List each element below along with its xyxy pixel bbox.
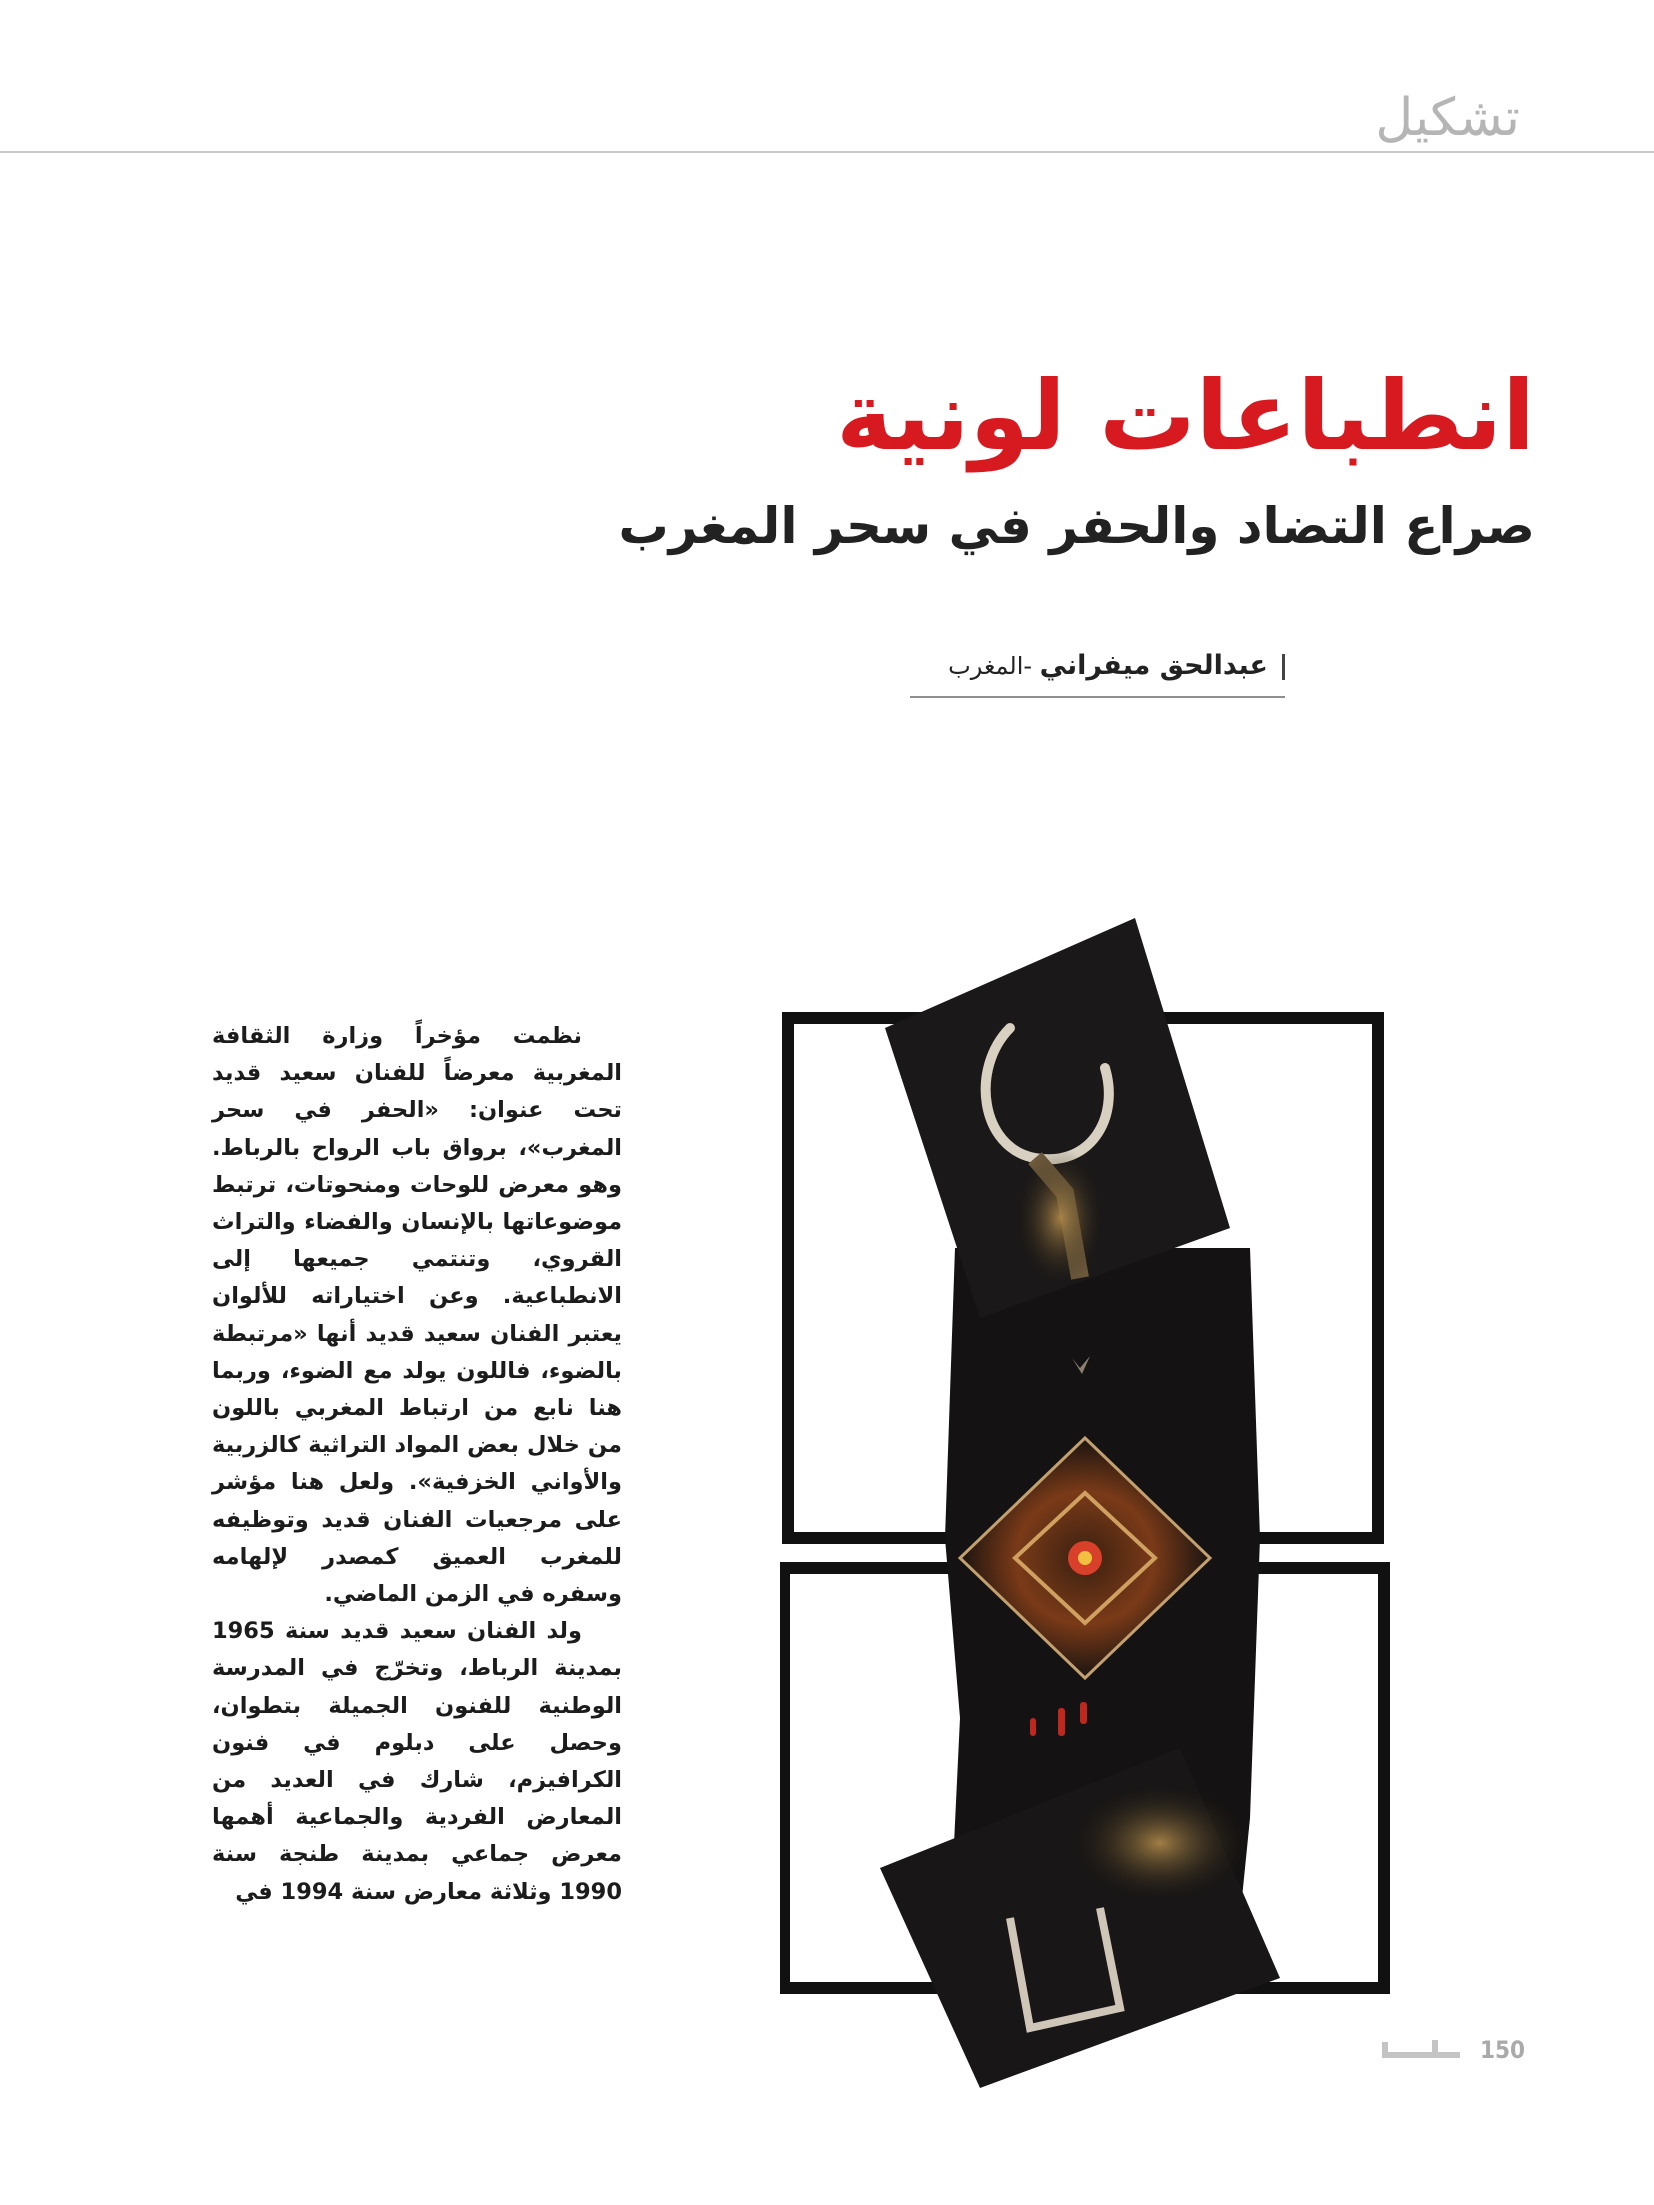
magazine-logo — [1382, 2052, 1460, 2058]
author-origin: -المغرب — [948, 652, 1040, 680]
article-body — [212, 1018, 622, 1911]
article-subtitle: صراع التضاد والحفر في سحر المغرب — [618, 496, 1535, 555]
byline-bar — [1282, 654, 1285, 680]
artwork-image — [780, 918, 1400, 2088]
paragraph: ولد الفنان سعيد قديد سنة 1965 بمدينة الرباط، وتخرّج في المدرسة الوطنية للفنون الجميلة بتطوان، وحصل على دبلوم في فنون الكرافيزم، شارك في العديد من المعارض الفردية والجماعية أهمها معرض جماعي بمدينة طنجة سنة 1990 وثلاثة معارض سنة 1994 في — [212, 1618, 622, 1905]
article-title: انطباعات لونية — [836, 360, 1535, 473]
section-label: تشكيل — [1375, 88, 1520, 148]
artwork-illustration — [780, 918, 1400, 2088]
page-number: 150 — [1480, 2036, 1526, 2064]
byline-divider — [910, 696, 1285, 698]
paragraph: نظمت مؤخراً وزارة الثقافة المغربية معرضاً للفنان سعيد قديد تحت عنوان: «الحفر في سحر المغرب»، برواق باب الرواح بالرباط. وهو معرض للوحات ومنحوتات، ترتبط موضوعاتها بالإنسان والفضاء والتراث القروي، وتنتمي جميعها إلى الانطباعية. وعن اختياراته للألوان يعتبر الفنان سعيد قديد أنها «مرتبطة بالضوء، فاللون يولد مع الضوء، وربما هنا نابع من ارتباط المغربي باللون من خلال بعض المواد التراثية كالزربية والأواني الخزفية». ولعل هنا مؤشر على مرجعيات الفنان قديد وتوظيفه للمغرب العميق كمصدر لإلهامه وسفره في الزمن الماضي. — [212, 1023, 622, 1608]
byline — [910, 650, 1285, 681]
author-name: عبدالحق ميفراني — [1039, 650, 1268, 681]
header-divider — [0, 151, 1654, 153]
